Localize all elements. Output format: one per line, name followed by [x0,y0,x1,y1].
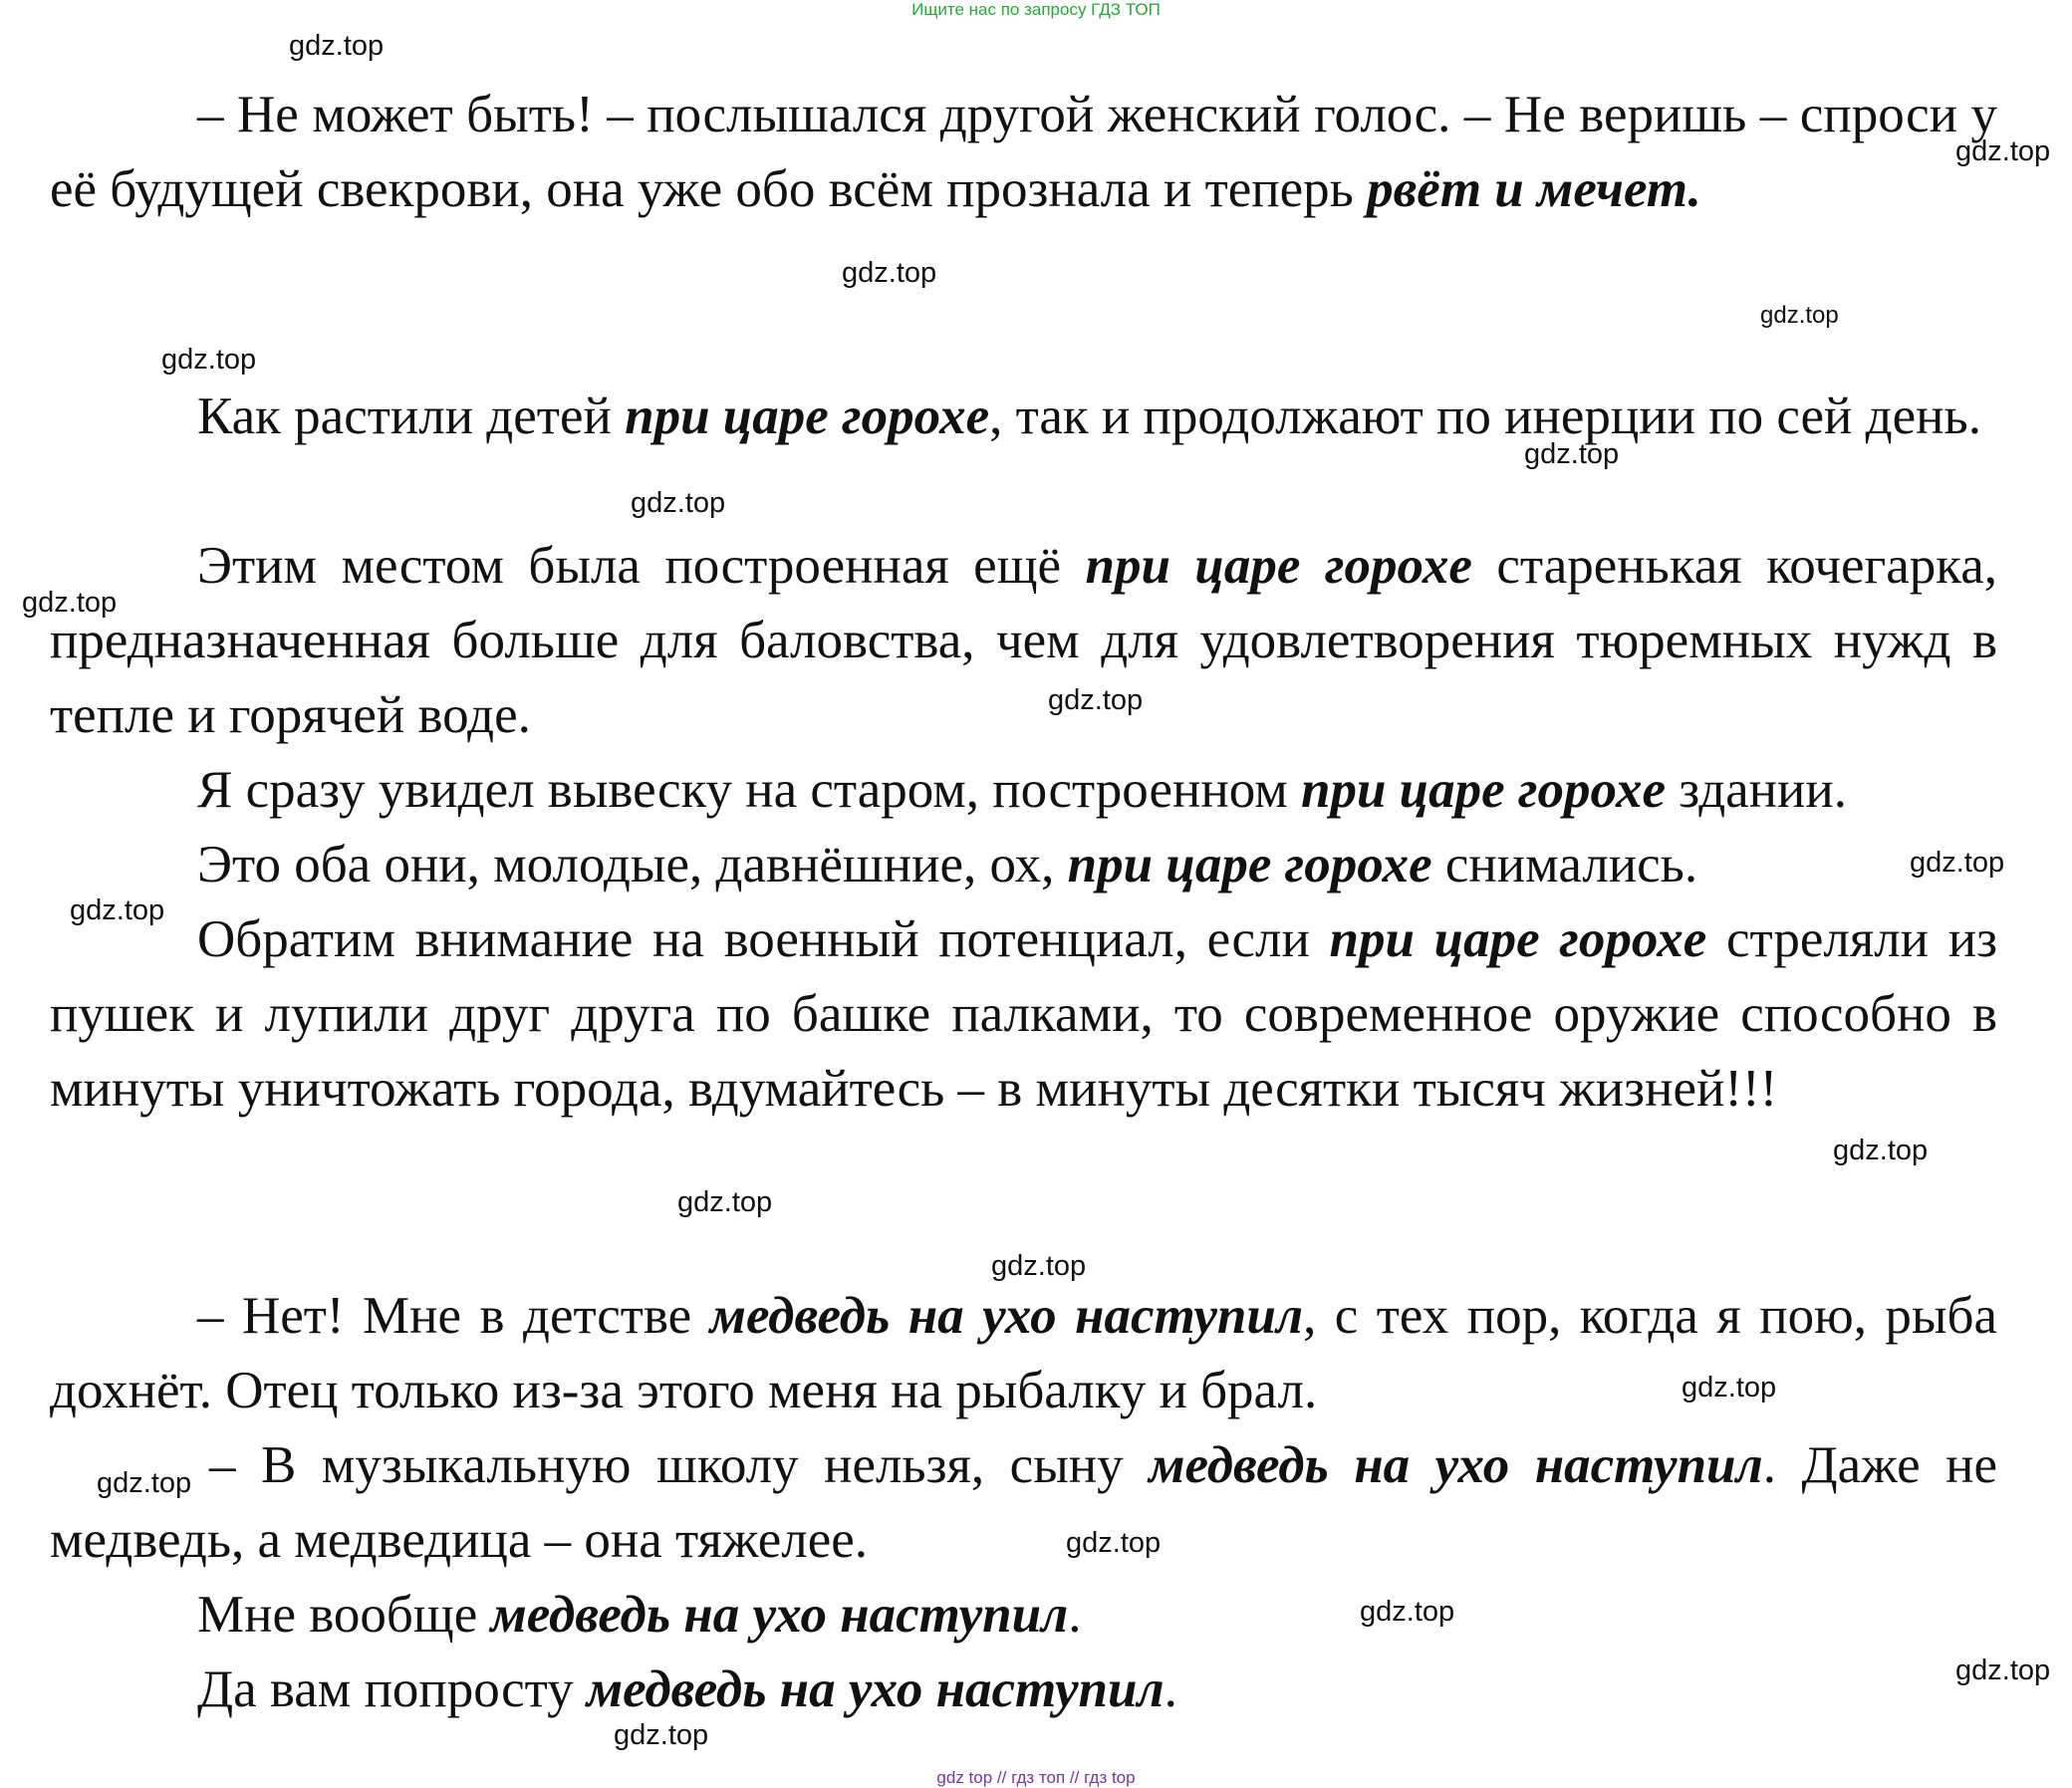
phraseologism: медведь на ухо наступил [586,1660,1165,1718]
watermark: gdz.top [161,344,257,376]
watermark: gdz.top [22,587,118,619]
paragraph-10 [50,1653,1997,1727]
paragraph-text: . Даже не медведь, а медведица – она тяжелее. [50,1436,1998,1569]
paragraph-text: . [1068,1586,1082,1644]
paragraph-text: Это оба они, молодые, давнёшние, ох, [197,836,1068,894]
paragraph-text: Я сразу увидел вывеску на старом, построенном [197,761,1301,819]
watermark: gdz.top [1360,1596,1455,1628]
paragraph-text: стреляли из пушек и лупили друг друга по башке палками, то современное оружие способно в минуты уничтожать города, вдумайтесь – в минуты десятки тысяч жизней!!! [50,910,1998,1118]
footer-links[interactable]: gdz top // гдз топ // гдз top [936,1768,1136,1787]
watermark: gdz.top [1910,847,2005,879]
paragraph-text: Как растили детей [197,387,626,445]
paragraph-6 [50,902,1997,1127]
phraseologism: медведь на ухо наступил [709,1287,1304,1345]
paragraph-text: , так и продолжают по инерции по сей день. [989,387,1981,445]
paragraph-4 [50,753,1997,828]
watermark: gdz.top [1833,1135,1929,1166]
paragraph-3 [50,529,1997,753]
paragraph-text: Обратим внимание на военный потенциал, если [197,910,1330,968]
paragraph-text: старенькая кочегарка, предназначенная больше для баловства, чем для удовлетворения тюремных нужд в тепле и горячей воде. [50,537,1997,744]
phraseologism: рвёт и мечет. [1367,160,1701,218]
phraseologism: при царе горохе [625,387,990,445]
watermark: gdz.top [1066,1527,1162,1559]
watermark: gdz.top [1955,1655,2051,1686]
paragraph-text: Да вам попросту [197,1660,587,1718]
watermark: gdz.top [1760,302,1839,329]
phraseologism: медведь на ухо наступил [490,1586,1069,1644]
paragraph-5 [50,828,1997,902]
paragraph-8 [50,1428,1997,1578]
paragraph-text: снимались. [1431,836,1698,894]
paragraph-text: – Нет! Мне в детстве [197,1287,710,1345]
watermark: gdz.top [1955,135,2051,167]
paragraph-text: Этим местом была построенная ещё [197,537,1086,595]
watermark: gdz.top [1524,438,1620,470]
paragraph-1 [50,78,1997,227]
watermark: gdz.top [842,257,937,289]
watermark: gdz.top [631,487,726,519]
paragraph-text: здании. [1665,761,1848,819]
watermark: gdz.top [70,894,165,926]
paragraph-9 [50,1578,1997,1653]
phraseologism: при царе горохе [1329,910,1707,968]
phraseologism: при царе горохе [1067,836,1432,894]
paragraph-text: – Не может быть! – послышался другой женский голос. – Не веришь – спроси у её будущей свекрови, она уже обо всём прознала и теперь [50,86,1997,218]
paragraph-text: – В музыкальную школу нельзя, сыну [209,1436,1150,1494]
watermark: gdz.top [1682,1372,1777,1404]
top-banner: Ищите нас по запросу ГДЗ ТОП [911,0,1161,19]
phraseologism: при царе горохе [1085,537,1472,595]
watermark: gdz.top [991,1250,1087,1282]
paragraph-text: , с тех пор, когда я пою, рыба дохнёт. Отец только из-за этого меня на рыбалку и брал. [50,1287,1997,1419]
watermark: gdz.top [677,1186,773,1218]
watermark: gdz.top [289,30,385,62]
paragraph-7 [50,1279,1997,1428]
phraseologism: медведь на ухо наступил [1149,1436,1763,1494]
phraseologism: при царе горохе [1300,761,1666,819]
paragraph-2 [50,380,1997,454]
watermark: gdz.top [1048,684,1144,716]
paragraph-text: Мне вообще [197,1586,491,1644]
watermark: gdz.top [97,1467,192,1499]
paragraph-text: . [1164,1660,1177,1718]
watermark: gdz.top [614,1719,709,1751]
